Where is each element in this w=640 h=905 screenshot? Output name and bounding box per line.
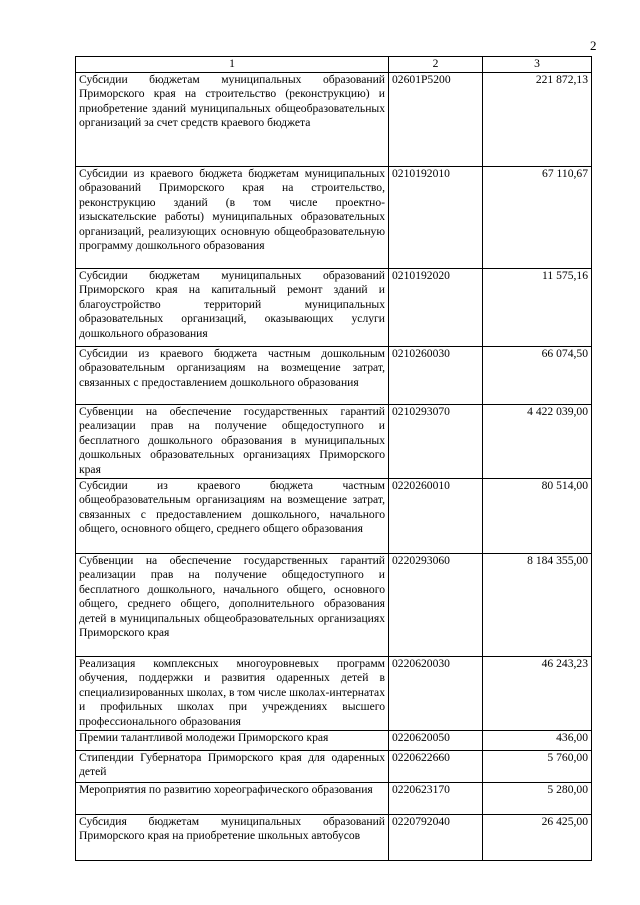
row-description: Премии талантливой молодежи Приморского края xyxy=(76,731,389,751)
table-row xyxy=(76,269,592,347)
row-description: Субсидии из краевого бюджета частным дошкольным образовательным организациям на возмещение затрат, связанных с предоставлением дошкольного образования xyxy=(76,347,389,405)
table-row xyxy=(76,347,592,405)
table-row xyxy=(76,405,592,479)
row-amount: 67 110,67 xyxy=(483,167,592,269)
row-amount: 4 422 039,00 xyxy=(483,405,592,479)
row-description: Субвенции на обеспечение государственных гарантий реализации прав на получение общедоступного и бесплатного дошкольного образования в муниципальных дошкольных образовательных организациях Приморского края xyxy=(76,405,389,479)
row-amount: 11 575,16 xyxy=(483,269,592,347)
table-row xyxy=(76,815,592,861)
table-row xyxy=(76,657,592,731)
row-description: Мероприятия по развитию хореографического образования xyxy=(76,783,389,815)
row-description: Субсидия бюджетам муниципальных образований Приморского края на приобретение школьных автобусов xyxy=(76,815,389,861)
row-code: 0210192010 xyxy=(389,167,483,269)
row-code: 0220623170 xyxy=(389,783,483,815)
table-row xyxy=(76,783,592,815)
row-amount: 5 280,00 xyxy=(483,783,592,815)
row-code: 0220620030 xyxy=(389,657,483,731)
row-code: 0210293070 xyxy=(389,405,483,479)
page-number: 2 xyxy=(590,38,597,53)
table-row xyxy=(76,731,592,751)
row-amount: 26 425,00 xyxy=(483,815,592,861)
row-code: 0220260010 xyxy=(389,479,483,554)
column-header-2: 2 xyxy=(389,57,483,73)
row-amount: 221 872,13 xyxy=(483,73,592,167)
row-amount: 80 514,00 xyxy=(483,479,592,554)
row-amount: 46 243,23 xyxy=(483,657,592,731)
row-amount: 8 184 355,00 xyxy=(483,554,592,657)
row-description: Реализация комплексных многоуровневых программ обучения, поддержки и развития одаренных детей в специализированных школах, в том числе школах-интернатах и профильных школах при учреждениях высшего профессионального образования xyxy=(76,657,389,731)
row-amount: 5 760,00 xyxy=(483,751,592,783)
table-row xyxy=(76,73,592,167)
row-description: Субсидии из краевого бюджета бюджетам муниципальных образований Приморского края на строительство, реконструкцию зданий (в том числе проектно-изыскательские работы) муниципальных образовательных организаций, реализующих основную общеобразовательную программу дошкольного образования xyxy=(76,167,389,269)
row-code: 0220792040 xyxy=(389,815,483,861)
row-amount: 66 074,50 xyxy=(483,347,592,405)
row-code: 02601P5200 xyxy=(389,73,483,167)
row-description: Стипендии Губернатора Приморского края для одаренных детей xyxy=(76,751,389,783)
row-description: Субсидии бюджетам муниципальных образований Приморского края на строительство (реконструкцию) и приобретение зданий муниципальных общеобразовательных организаций за счет средств краевого бюджета xyxy=(76,73,389,167)
row-code: 0220293060 xyxy=(389,554,483,657)
table-row xyxy=(76,554,592,657)
table-header-row xyxy=(76,57,592,73)
row-description: Субвенции на обеспечение государственных гарантий реализации прав на получение общедоступного и бесплатного дошкольного, начального общего, основного общего, среднего общего, дополнительного образования детей в муниципальных общеобразовательных организациях Приморского края xyxy=(76,554,389,657)
column-header-1: 1 xyxy=(76,57,389,73)
row-amount: 436,00 xyxy=(483,731,592,751)
row-code: 0210192020 xyxy=(389,269,483,347)
column-header-3: 3 xyxy=(483,57,592,73)
row-code: 0220622660 xyxy=(389,751,483,783)
row-description: Субсидии из краевого бюджета частным общеобразовательным организациям на возмещение затрат, связанных с предоставлением дошкольного, начального общего, основного общего, среднего общего образования xyxy=(76,479,389,554)
row-code: 0220620050 xyxy=(389,731,483,751)
budget-table xyxy=(75,56,592,861)
table-row xyxy=(76,751,592,783)
row-code: 0210260030 xyxy=(389,347,483,405)
table-row xyxy=(76,479,592,554)
row-description: Субсидии бюджетам муниципальных образований Приморского края на капитальный ремонт зданий и благоустройство территорий муниципальных образовательных организаций, оказывающих услуги дошкольного образования xyxy=(76,269,389,347)
table-row xyxy=(76,167,592,269)
